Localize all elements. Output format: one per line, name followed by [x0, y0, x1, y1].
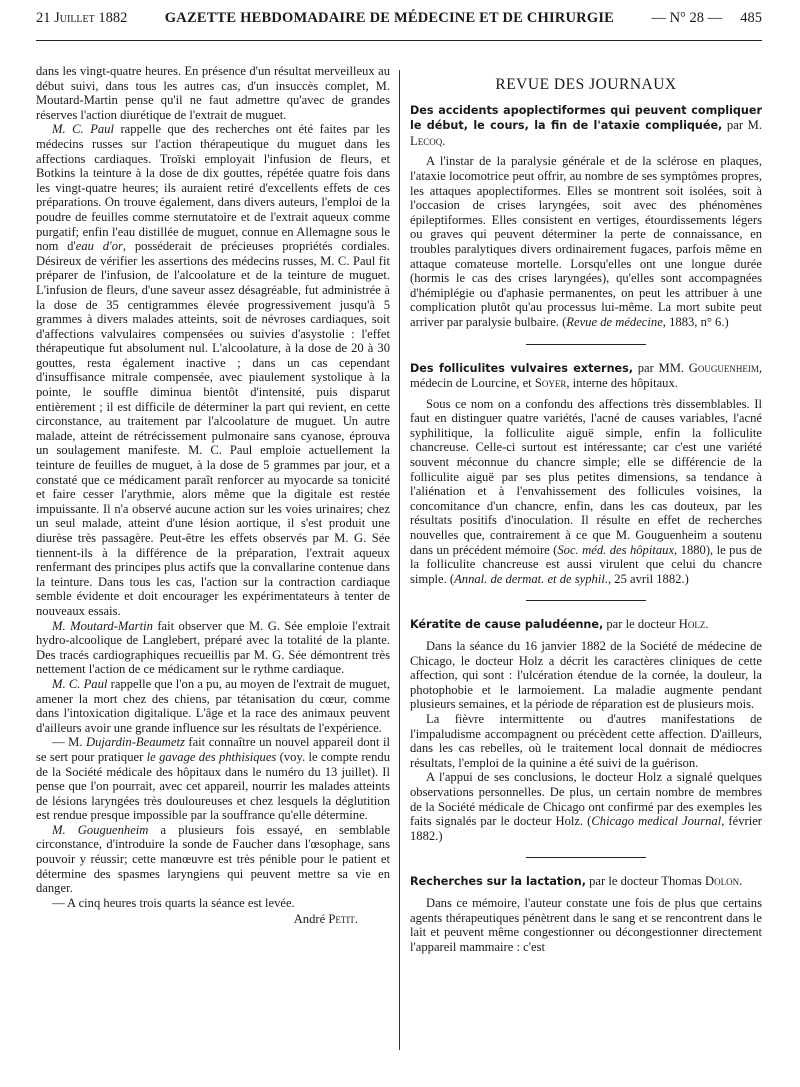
paragraph-text: , 25 avril 1882.) — [607, 571, 689, 586]
paragraph: — A cinq heures trois quarts la séance est levée. — [52, 895, 295, 910]
paragraph — [36, 619, 390, 677]
signature — [36, 912, 390, 927]
paragraph — [36, 823, 390, 896]
paragraph-text: Sous ce nom on a confondu des affections très dissemblables. Il faut en distinguer quatre variétés, l'acné de causes variables, l'acné syphilitique, la folliculite aiguë simple, enfin la folliculite chancreuse. Celle-ci surtout est intéressante; car c'est une variété souvent méconnue du chancre simple; elle se différencie de la folliculite aiguë par ses plus petites dimensions, sa tendance à l'aliénation et à l'envahissement des follicules voisines, la concomitance d'un chancre, enfin, dans les cas douteux, par les résultats positifs d'inoculation. Il résulte en effet de recherches nouvelles que, contrairement à ce que M. Gouguenheim a soutenu dans un précédent mémoire ( — [410, 396, 762, 557]
article-separator — [526, 344, 646, 345]
article-byline: par MM. — [633, 360, 689, 375]
header-date-day: 21 — [36, 10, 51, 26]
article-byline: , interne des hôpitaux. — [566, 376, 678, 391]
page-header — [36, 10, 762, 41]
paragraph: Dans la séance du 16 janvier 1882 de la Société de médecine de Chicago, le docteur Holz a décrit les caractères cliniques de cette affection, qui sont : l'ulcération étendue de la cornée, la douleur, la photophobie et le larmoiement. La maladie augmente pendant plusieurs semaines, et la période de réparation est de plusieurs mois. — [410, 639, 762, 712]
journal-reference: Revue de médecine — [566, 314, 663, 329]
article-byline: par le docteur — [603, 617, 679, 632]
paragraph-text: , posséderait de précieuses propriétés cordiales. Désireux de vérifier les assertions des médecins russes, M. C. Paul fit préparer de l'infusion, de l'alcoolature et de la teinture de muguet. L'infusion de fleurs, d'une saveur assez désagréable, fut administrée à la dose de 35 centigrammes élevée progressivement jusqu'à 5 grammes à divers malades atteints, soit de névroses cardiaques, soit d'affections valvulaires compensées ou suivies d'asystolie : l'effet thérapeutique fut absolument nul. L'alcoolature, à la dose de 20 à 30 gouttes, resta également inactive ; dans un cas cependant d'insuffisance mitrale compensée, avec piaulement systolique à la pointe, le souffle diminua bientôt d'intensité, puis disparut entièrement ; il est difficile de déterminer la part qui revient, en cette circonstance, au traitement par l'alcoolature de muguet. Un autre malade, atteint de rétrécissement pulmonaire sans cyanose, éprouva un soulagement manifeste. M. C. Paul emploie actuellement la teinture de feuilles de muguet, à la dose de 5 grammes par jour, et a constaté que ce médicament paraît renforcer au myocarde sa tonicité et faire cesser l'arythmie, alors même que la digitale est restée impuissante. Il n'a observé aucune action sur les voies urinaires; chez un seul malade, atteint d'une lésion aortique, il s'est produit une diurèse très passagère. Peut-être les effets observés par M. G. Sée tiennent-ils à la différence de la préparation, l'extrait aqueux renfermant des principes plus actifs que la convallarine contenue dans la teinture. Dans tous les cas, l'action sur la contraction cardiaque semble évidente et doit encourager les expérimentateurs à tenter de nouveaux essais. — [36, 239, 390, 618]
header-date — [36, 10, 127, 27]
column-divider — [399, 70, 400, 1050]
paragraph-text: fait connaître un nouvel appareil dont il se sert pour pratiquer — [36, 735, 390, 764]
paragraph-text: A l'appui de ses conclusions, le docteur Holz a signalé quelques observations personnelles. De plus, un certain nombre de membres de la Société médicale de Chicago ont confirmé par des exemples les faits signalés par le docteur Holz. ( — [410, 770, 762, 829]
paragraph-text: , février 1882.) — [410, 814, 762, 843]
article-author: Holz. — [678, 617, 709, 632]
header-date-month: Juillet — [54, 10, 95, 26]
paragraph: Dans ce mémoire, l'auteur constate une fois de plus que certains agents thérapeutiques pénètrent dans le sang et se rencontrent dans le lait et peuvent même congestionner ou décongestionner directement l'appareil mammaire : c'est — [410, 895, 762, 954]
speaker-name: M. C. Paul — [52, 122, 114, 137]
paragraph-text: — M. — [52, 735, 86, 750]
article-byline: par M. — [722, 118, 762, 133]
journal-reference: Annal. de dermat. et de syphil. — [454, 571, 608, 586]
article-title-text: Recherches sur la lactation, — [410, 875, 586, 889]
speaker-name: M. Gouguenheim — [52, 822, 149, 837]
article-author: Soyer — [534, 376, 567, 391]
paragraph-text: , 1883, n° 6.) — [662, 314, 729, 329]
paragraph-text: fait observer que M. G. Sée emploie l'extrait hydro-alcoolique de Langlebert, préparé avec la totalité de la plante. Des tracés cardiographiques recueillis par M. G. Sée démontrent très nettement l'action de ce médicament sur le rythme cardiaque. — [36, 618, 390, 677]
header-right — [651, 10, 762, 27]
article-byline: , médecin de Lourcine, et — [410, 360, 762, 391]
journal-reference: Chicago medical Journal — [591, 814, 722, 829]
article-title — [410, 103, 762, 149]
article-title-text: Kératite de cause paludéenne, — [410, 618, 604, 632]
paragraph-text: A l'instar de la paralysie générale et de la sclérose en plaques, l'ataxie locomotrice peut offrir, au nombre de ses symptômes propres, les attaques apoplectiformes. Elles se montrent soit isolées, soit à l'occasion de crises laryngées, soit avec des phénomènes épileptiformes. Elles consistent en vertiges, étourdissements légers ou graves qui peuvent déterminer la perte de connaissance, en troubles paralytiques divers ordinairement fugaces, parfois même en attaque comateuse mortelle. Lorsqu'elles ont une longue durée (hormis le cas des crises laryngées), qu'elles sont accompagnées d'hémiplégie ou d'aphasie permanentes, on peut les attribuer à une complication plutôt qu'au processus lui-même. La mort subite peut arriver par paralysie bulbaire. ( — [410, 154, 762, 329]
signature-first: André — [293, 912, 326, 927]
left-column — [36, 64, 390, 927]
paragraph — [410, 770, 762, 843]
article-title-text: Des folliculites vulvaires externes, — [410, 361, 634, 375]
article-separator — [526, 600, 646, 601]
article-author: Lecoq. — [410, 133, 446, 148]
speaker-name: Dujardin-Beaumetz — [86, 735, 185, 750]
paragraph — [36, 122, 390, 618]
header-date-year: 1882 — [98, 10, 128, 26]
right-column — [410, 64, 762, 954]
paragraph — [36, 735, 390, 823]
paragraph: dans les vingt-quatre heures. En présence d'un résultat merveilleux au début suivi, dans tous les autres cas, d'un insuccès complet, M. Moutard-Martin pense qu'il ne faut admettre qu'avec de grandes réserves l'action diurétique de l'extrait de muguet. — [36, 64, 390, 122]
article-separator — [526, 857, 646, 858]
paragraph-text: (voy. le compte rendu de la Société médicale des hôpitaux dans le numéro du 13 juillet). Il pense que l'on pourrait, avec cet appareil, nourrir les malades atteints de lésions laryngées très douloureuses et chez lesquels la déglutition est rendue presque impossible par la souffrance qu'elle détermine. — [36, 749, 390, 823]
italic-term: eau d'or — [75, 239, 123, 254]
article-author: Gouguenheim — [688, 360, 759, 375]
paragraph — [410, 397, 762, 587]
section-title: REVUE DES JOURNAUX — [495, 76, 677, 93]
article-author: Dolon. — [704, 874, 743, 889]
journal-title: GAZETTE HEBDOMADAIRE DE MÉDECINE ET DE CHIRURGIE — [164, 10, 615, 26]
article-byline: par le docteur Thomas — [585, 874, 705, 889]
speaker-name: M. Moutard-Martin — [52, 618, 153, 633]
paragraph-text: a plusieurs fois essayé, en semblable circonstance, d'introduire la sonde de Faucher dans l'œsophage, sans pouvoir y réussir; cette manœuvre est très pénible pour le patient et détermine des spasmes laryngiens qui peuvent mettre sa vie en danger. — [36, 822, 390, 896]
signature-last: Petit. — [328, 912, 358, 927]
journal-reference: Soc. méd. des hôpitaux — [557, 542, 675, 557]
article-title — [410, 617, 762, 633]
italic-term: le gavage des phthisiques — [146, 749, 277, 764]
article-title-text: Des accidents apoplectiformes qui peuvent compliquer le début, le cours, la fin de l'ataxie compliquée, — [410, 103, 762, 133]
paragraph: La fièvre intermittente ou d'autres manifestations de l'impaludisme accompagnent ou précèdent cette affection. D'ailleurs, dans les cas rebelles, où le traitement local donnait de médiocres résultats, l'emploi de la quinine a été suivi de la guérison. — [410, 711, 762, 770]
paragraph-text: rappelle que des recherches ont été faites par les médecins russes sur l'action thérapeutique du muguet dans les affections cardiaques. Troïski employait l'infusion de fleurs, et Botkins la teinture à la dose de dix gouttes, répétée quatre fois dans les vingt-quatre heures; ils auraient retiré d'excellents effets de ces préparations. On trouve également, dans divers auteurs, l'emploi de la poudre de feuilles comme sternutatoire et de l'extrait aqueux comme purgatif; enfin l'eau distillée de muguet, connue en Allemagne sous le nom d' — [36, 122, 390, 254]
page-number: 485 — [740, 10, 762, 26]
paragraph — [410, 154, 762, 329]
article-title — [410, 874, 762, 890]
article-title — [410, 361, 762, 391]
issue-number: — N° 28 — — [651, 10, 723, 26]
paragraph-text: , 1880), le pus de la folliculite chancreuse est aussi virulent que celui du chancre simple. ( — [410, 542, 762, 586]
paragraph-text: rappelle que l'on a pu, au moyen de l'extrait de muguet, amener la mort chez des chiens, par tétanisation du cœur, comme dans l'intoxication digitalique. L'âge et la race des animaux peuvent d'ailleurs avoir une grande influence sur les résultats de l'expérience. — [36, 676, 390, 735]
paragraph — [36, 677, 390, 735]
speaker-name: M. C. Paul — [52, 676, 108, 691]
